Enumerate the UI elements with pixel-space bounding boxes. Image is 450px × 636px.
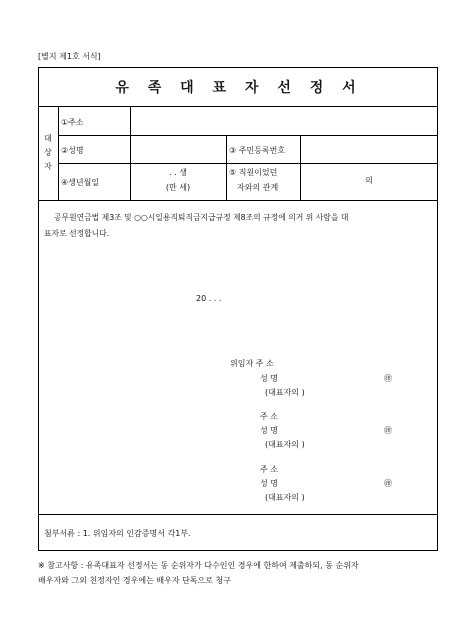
birth-date-value[interactable]: . . 생 bbox=[169, 168, 187, 177]
relation-label: ⑤ 직원이었던 bbox=[229, 168, 278, 177]
name-field[interactable] bbox=[131, 136, 225, 162]
signer1-address-label: 위임자 주 소 bbox=[230, 359, 274, 368]
attachments: 첨부서류 : 1. 위임자의 인감증명서 각1부. bbox=[44, 529, 191, 538]
note-text: ※ 참고사항 : 유족대표자 선정서는 동 순위자가 다수인인 경우에 한하여 제출하되, 동 순위자 bbox=[38, 561, 359, 570]
divider bbox=[226, 135, 227, 200]
seal-mark[interactable]: ㊞ bbox=[384, 426, 392, 435]
signer2-representative: (대표자의 ) bbox=[265, 440, 305, 449]
form-number: [별지 제1호 서식] bbox=[38, 52, 101, 61]
signer2-name-label: 성 명 bbox=[260, 426, 278, 435]
divider bbox=[58, 106, 59, 200]
seal-mark[interactable]: ㊞ bbox=[384, 479, 392, 488]
subject-label: 대 상 자 bbox=[44, 134, 52, 171]
resident-number-field[interactable] bbox=[301, 136, 437, 162]
signer3-address-label: 주 소 bbox=[260, 465, 278, 474]
signer2-address-label: 주 소 bbox=[260, 412, 278, 421]
date-line[interactable]: 20 . . . bbox=[196, 294, 222, 303]
birth-date-label: ④생년월일 bbox=[61, 178, 100, 187]
signer1-name-label: 성 명 bbox=[260, 374, 278, 383]
signer1-representative: (대표자의 ) bbox=[265, 388, 305, 397]
age-value[interactable]: (만 세) bbox=[165, 183, 191, 192]
address-field[interactable] bbox=[131, 107, 437, 134]
seal-mark[interactable]: ㊞ bbox=[384, 374, 392, 383]
signer3-name-label: 성 명 bbox=[260, 479, 278, 488]
address-label: ①주소 bbox=[61, 118, 84, 127]
divider bbox=[38, 200, 438, 201]
body-text-2: 표자로 선정합니다. bbox=[44, 229, 110, 238]
resident-number-label: ③ 주민등록번호 bbox=[229, 146, 286, 155]
note-text-2: 배우자와 그외 친정자인 경우에는 배우자 단독으로 청구 bbox=[38, 576, 231, 585]
name-label: ②성명 bbox=[61, 146, 84, 155]
signer3-representative: (대표자의 ) bbox=[265, 493, 305, 502]
page-title: 유 족 대 표 자 선 정 서 bbox=[115, 80, 363, 96]
body-text: 공무원연금법 제3조 및 ○○시일용직퇴직금지급규정 제8조의 규정에 의거 위 사람을 대 bbox=[54, 213, 349, 222]
relation-label-2: 자와의 관계 bbox=[237, 183, 279, 192]
relation-suffix[interactable]: 의 bbox=[365, 176, 373, 185]
divider bbox=[58, 163, 438, 164]
divider bbox=[38, 514, 438, 515]
